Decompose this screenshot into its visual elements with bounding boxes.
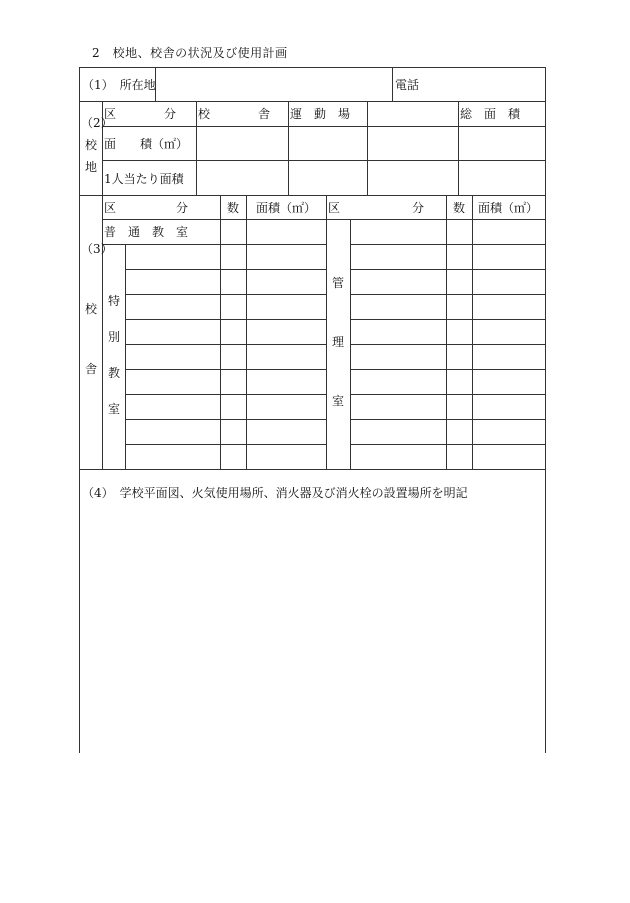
page-heading: 2 校地、校舎の状況及び使用計画 <box>92 46 288 60</box>
site-col-playground: 運 動 場 <box>290 107 351 121</box>
building-label-char-2: 舎 <box>84 362 97 376</box>
site-label-char-1: 校 <box>84 138 97 152</box>
site-row-per-person: 1人当たり面積 <box>104 172 184 186</box>
building-section-number: （3） <box>81 242 113 256</box>
building-col-count-right: 数 <box>453 201 466 215</box>
building-col-count: 数 <box>227 201 240 215</box>
admin-room-char-1: 管 <box>331 276 344 290</box>
admin-room-char-3: 室 <box>331 394 344 408</box>
building-col-category: 区 分 <box>104 201 189 215</box>
site-row-area: 面 積（㎡） <box>104 137 189 151</box>
site-label-char-2: 地 <box>84 160 97 174</box>
site-col-category: 区 分 <box>104 107 177 121</box>
building-label-char-1: 校 <box>84 302 97 316</box>
building-col-area: 面積（㎡） <box>256 201 317 215</box>
building-col-category-right: 区 分 <box>328 201 425 215</box>
special-classroom-char-3: 教 <box>107 366 120 380</box>
site-col-building: 校 舎 <box>198 107 271 121</box>
site-col-total-area: 総 面 積 <box>460 107 521 121</box>
site-section-number: （2） <box>81 116 113 130</box>
admin-room-char-2: 理 <box>331 335 344 349</box>
phone-label: 電話 <box>395 78 420 92</box>
special-classroom-char-2: 別 <box>107 330 120 344</box>
regular-classroom-label: 普 通 教 室 <box>104 225 189 239</box>
special-classroom-char-4: 室 <box>107 402 120 416</box>
special-classroom-char-1: 特 <box>107 294 120 308</box>
building-col-area-right: 面積（㎡） <box>478 201 539 215</box>
floor-plan-instruction: （4） 学校平面図、火気使用場所、消火器及び消火栓の設置場所を明記 <box>82 486 468 500</box>
location-label: （1） 所在地 <box>82 78 156 92</box>
